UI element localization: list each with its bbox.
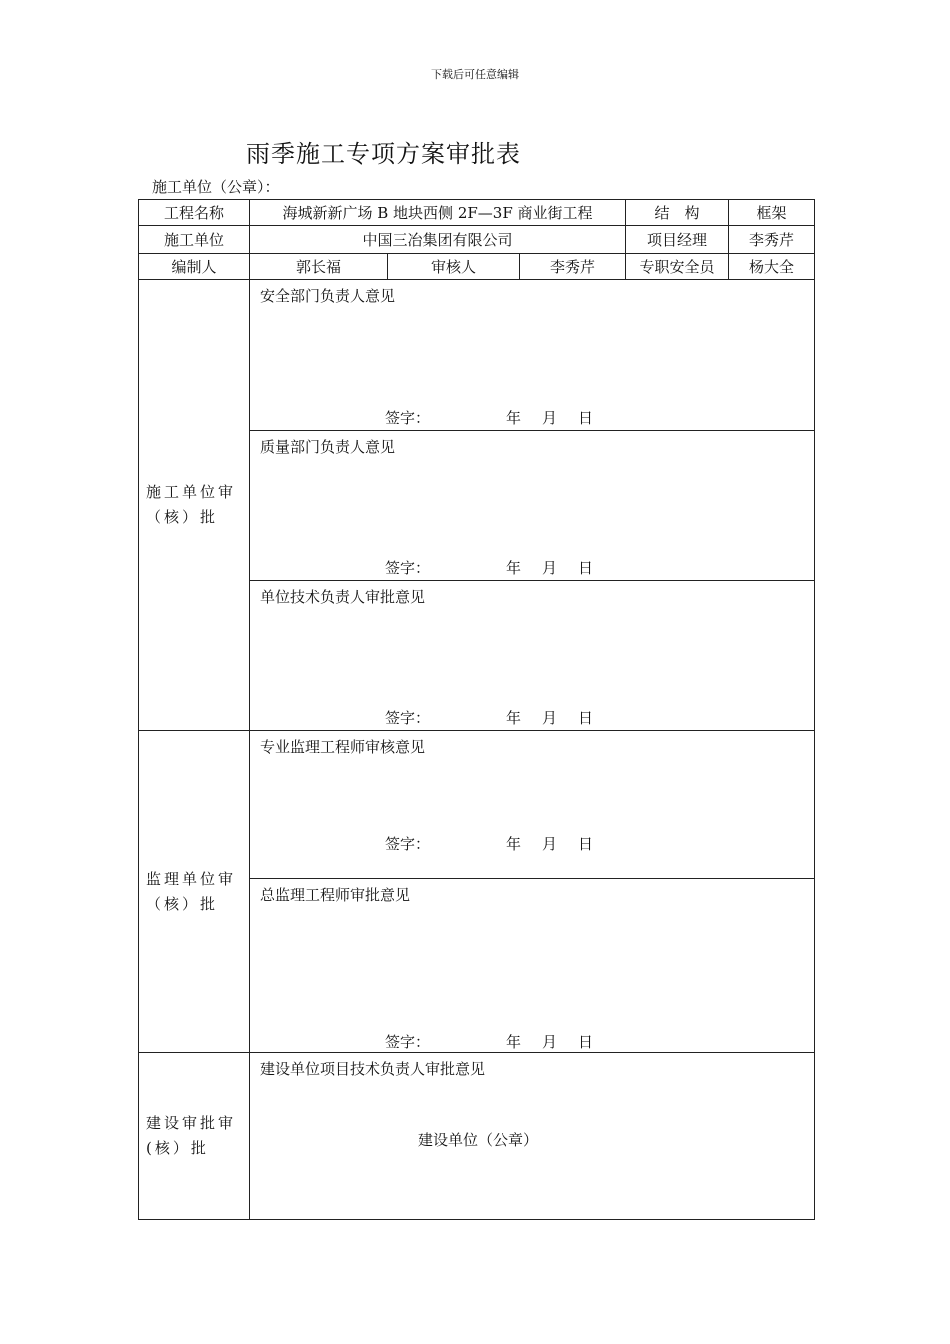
date-label: 年 月 日 — [506, 835, 597, 853]
construction-approval-label: 施工单位审（核）批 — [146, 483, 237, 526]
signature-row — [385, 707, 597, 728]
construction-unit-seal-label: 施工单位（公章）： — [152, 178, 280, 196]
safety-dept-title: 安全部门负责人意见 — [260, 287, 396, 305]
compiler-value: 郭长福 — [249, 253, 388, 280]
safety-officer-value: 杨大全 — [728, 253, 815, 280]
signature-row — [385, 407, 597, 428]
structure-value: 框架 — [728, 199, 815, 226]
signature-label: 签字： — [385, 559, 431, 577]
safety-officer-label: 专职安全员 — [625, 253, 729, 280]
compiler-label: 编制人 — [138, 253, 250, 280]
chief-supervisor-opinion — [249, 878, 815, 1053]
signature-row — [385, 557, 597, 578]
chief-supervisor-title: 总监理工程师审批意见 — [260, 886, 411, 904]
construction-unit-value: 中国三冶集团有限公司 — [249, 225, 626, 254]
project-manager-label: 项目经理 — [625, 225, 729, 254]
signature-label: 签字： — [385, 835, 431, 853]
specialist-supervisor-title: 专业监理工程师审核意见 — [260, 738, 426, 756]
supervision-approval-label: 监理单位审（核）批 — [146, 869, 237, 913]
tech-lead-title: 单位技术负责人审批意见 — [260, 588, 426, 606]
project-name-label: 工程名称 — [138, 199, 250, 226]
owner-approval-group — [138, 1052, 250, 1220]
reviewer-label: 审核人 — [387, 253, 520, 280]
project-name-value: 海城新新广场 B 地块西侧 2F—3F 商业街工程 — [249, 199, 626, 226]
date-label: 年 月 日 — [506, 409, 597, 427]
date-label: 年 月 日 — [506, 559, 597, 577]
specialist-supervisor-opinion — [249, 730, 815, 879]
project-manager-value: 李秀芹 — [728, 225, 815, 254]
signature-label: 签字： — [385, 709, 431, 727]
construction-unit-label: 施工单位 — [138, 225, 250, 254]
construction-approval-group — [138, 279, 250, 731]
approval-table — [138, 199, 815, 1220]
date-label: 年 月 日 — [506, 709, 597, 727]
date-label: 年 月 日 — [506, 1033, 597, 1051]
owner-approval-label: 建设审批审(核）批 — [146, 1114, 237, 1157]
signature-label: 签字： — [385, 1033, 431, 1051]
signature-row — [385, 1031, 597, 1052]
header-note: 下载后可任意编辑 — [431, 68, 519, 81]
reviewer-value: 李秀芹 — [519, 253, 626, 280]
quality-dept-opinion — [249, 430, 815, 581]
signature-label: 签字： — [385, 409, 431, 427]
owner-tech-lead-title: 建设单位项目技术负责人审批意见 — [260, 1060, 486, 1078]
supervision-approval-group — [138, 730, 250, 1053]
quality-dept-title: 质量部门负责人意见 — [260, 438, 396, 456]
signature-row — [385, 833, 597, 854]
owner-seal-label: 建设单位（公章） — [418, 1131, 539, 1149]
owner-tech-lead-opinion — [249, 1052, 815, 1220]
document-title: 雨季施工专项方案审批表 — [246, 140, 521, 168]
tech-lead-opinion — [249, 580, 815, 731]
structure-label: 结 构 — [625, 199, 729, 226]
safety-dept-opinion — [249, 279, 815, 431]
